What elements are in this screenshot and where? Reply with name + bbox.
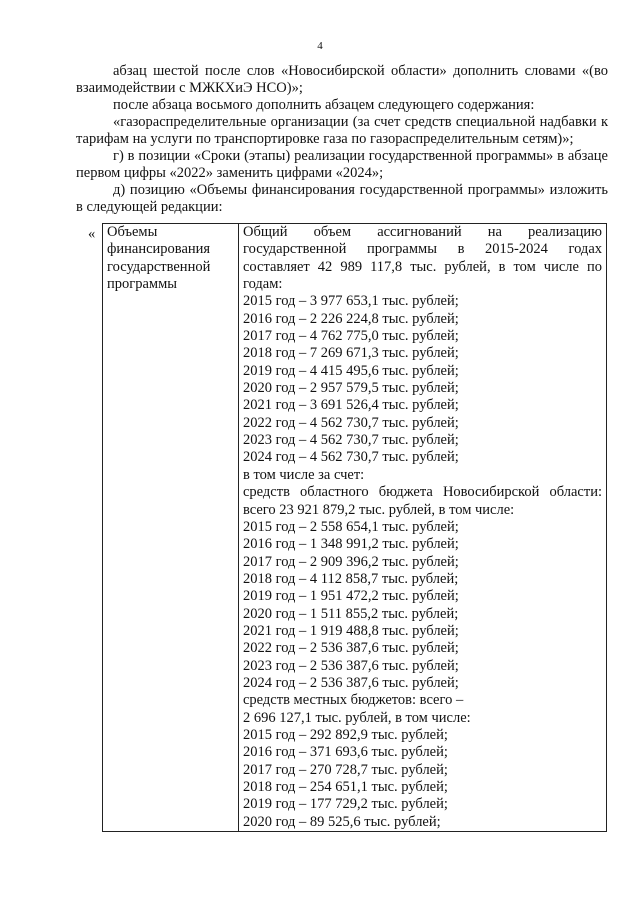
year-amount-line: 2018 год – 7 269 671,3 тыс. рублей;	[243, 345, 459, 362]
year-amount-line: 2020 год – 1 511 855,2 тыс. рублей;	[243, 605, 459, 622]
year-amount-line: 2019 год – 4 415 495,6 тыс. рублей;	[243, 362, 459, 379]
year-amount-line: 2021 год – 3 691 526,4 тыс. рублей;	[243, 397, 459, 414]
sources-heading: в том числе за счет:	[243, 466, 365, 483]
year-amount-line: 2016 год – 1 348 991,2 тыс. рублей;	[243, 536, 459, 553]
regional-by-year-list	[243, 519, 602, 692]
year-amount-line: 2017 год – 2 909 396,2 тыс. рублей;	[243, 553, 459, 570]
table-row	[103, 224, 607, 832]
year-amount-line: 2022 год – 2 536 387,6 тыс. рублей;	[243, 640, 459, 657]
total-text: Общий объем ассигнований на реализацию государственной программы в 2015-2024 годах составляет 42 989 117,8 тыс. рублей, в том числе по годам:	[243, 224, 602, 293]
paragraph: «газораспределительные организации (за счет средств специальной надбавки к тарифам на услуги по транспортировке газа по газораспределительным сетям)»;	[76, 114, 608, 147]
year-amount-line: 2016 год – 2 226 224,8 тыс. рублей;	[243, 310, 459, 327]
year-amount-line: 2023 год – 4 562 730,7 тыс. рублей;	[243, 432, 459, 449]
paragraph: г) в позиции «Сроки (этапы) реализации государственной программы» в абзаце первом цифры «2022» заменить цифрами «2024»;	[76, 148, 608, 181]
year-amount-line: 2017 год – 4 762 775,0 тыс. рублей;	[243, 328, 459, 345]
amendment-paragraphs	[76, 63, 608, 216]
opening-quote-mark: «	[88, 226, 96, 242]
local-by-year-list	[243, 727, 602, 831]
local-budget-text: средств местных бюджетов: всего –	[243, 692, 464, 709]
year-amount-line: 2018 год – 254 651,1 тыс. рублей;	[243, 779, 448, 795]
page-number: 4	[317, 40, 323, 52]
funding-label: Объемы финансирования государственной программы	[107, 224, 211, 293]
paragraph: абзац шестой после слов «Новосибирской области» дополнить словами «(во взаимодействии с МЖКХиЭ НСО)»;	[76, 63, 608, 96]
total-by-year-list	[243, 293, 602, 466]
year-amount-line: 2015 год – 2 558 654,1 тыс. рублей;	[243, 518, 459, 535]
year-amount-line: 2024 год – 4 562 730,7 тыс. рублей;	[243, 449, 459, 466]
year-amount-line: 2022 год – 4 562 730,7 тыс. рублей;	[243, 414, 459, 431]
paragraph: д) позицию «Объемы финансирования государственной программы» изложить в следующей редакции:	[76, 182, 608, 215]
year-amount-line: 2015 год – 3 977 653,1 тыс. рублей;	[243, 293, 459, 310]
year-amount-line: 2019 год – 177 729,2 тыс. рублей;	[243, 796, 448, 813]
local-budget-total: 2 696 127,1 тыс. рублей, в том числе:	[243, 709, 471, 726]
year-amount-line: 2021 год – 1 919 488,8 тыс. рублей;	[243, 622, 459, 639]
year-amount-line: 2015 год – 292 892,9 тыс. рублей;	[243, 726, 448, 743]
funding-table	[102, 223, 607, 832]
funding-label-cell	[103, 224, 239, 832]
paragraph: после абзаца восьмого дополнить абзацем следующего содержания:	[113, 97, 535, 113]
funding-details-cell	[239, 224, 607, 832]
year-amount-line: 2024 год – 2 536 387,6 тыс. рублей;	[243, 674, 459, 691]
year-amount-line: 2020 год – 2 957 579,5 тыс. рублей;	[243, 380, 459, 397]
year-amount-line: 2016 год – 371 693,6 тыс. рублей;	[243, 744, 448, 761]
year-amount-line: 2023 год – 2 536 387,6 тыс. рублей;	[243, 657, 459, 674]
year-amount-line: 2020 год – 89 525,6 тыс. рублей;	[243, 813, 441, 830]
regional-budget-text: средств областного бюджета Новосибирской области: всего 23 921 879,2 тыс. рублей, в том числе:	[243, 484, 602, 518]
year-amount-line: 2017 год – 270 728,7 тыс. рублей;	[243, 761, 448, 778]
year-amount-line: 2018 год – 4 112 858,7 тыс. рублей;	[243, 570, 459, 587]
year-amount-line: 2019 год – 1 951 472,2 тыс. рублей;	[243, 588, 459, 605]
